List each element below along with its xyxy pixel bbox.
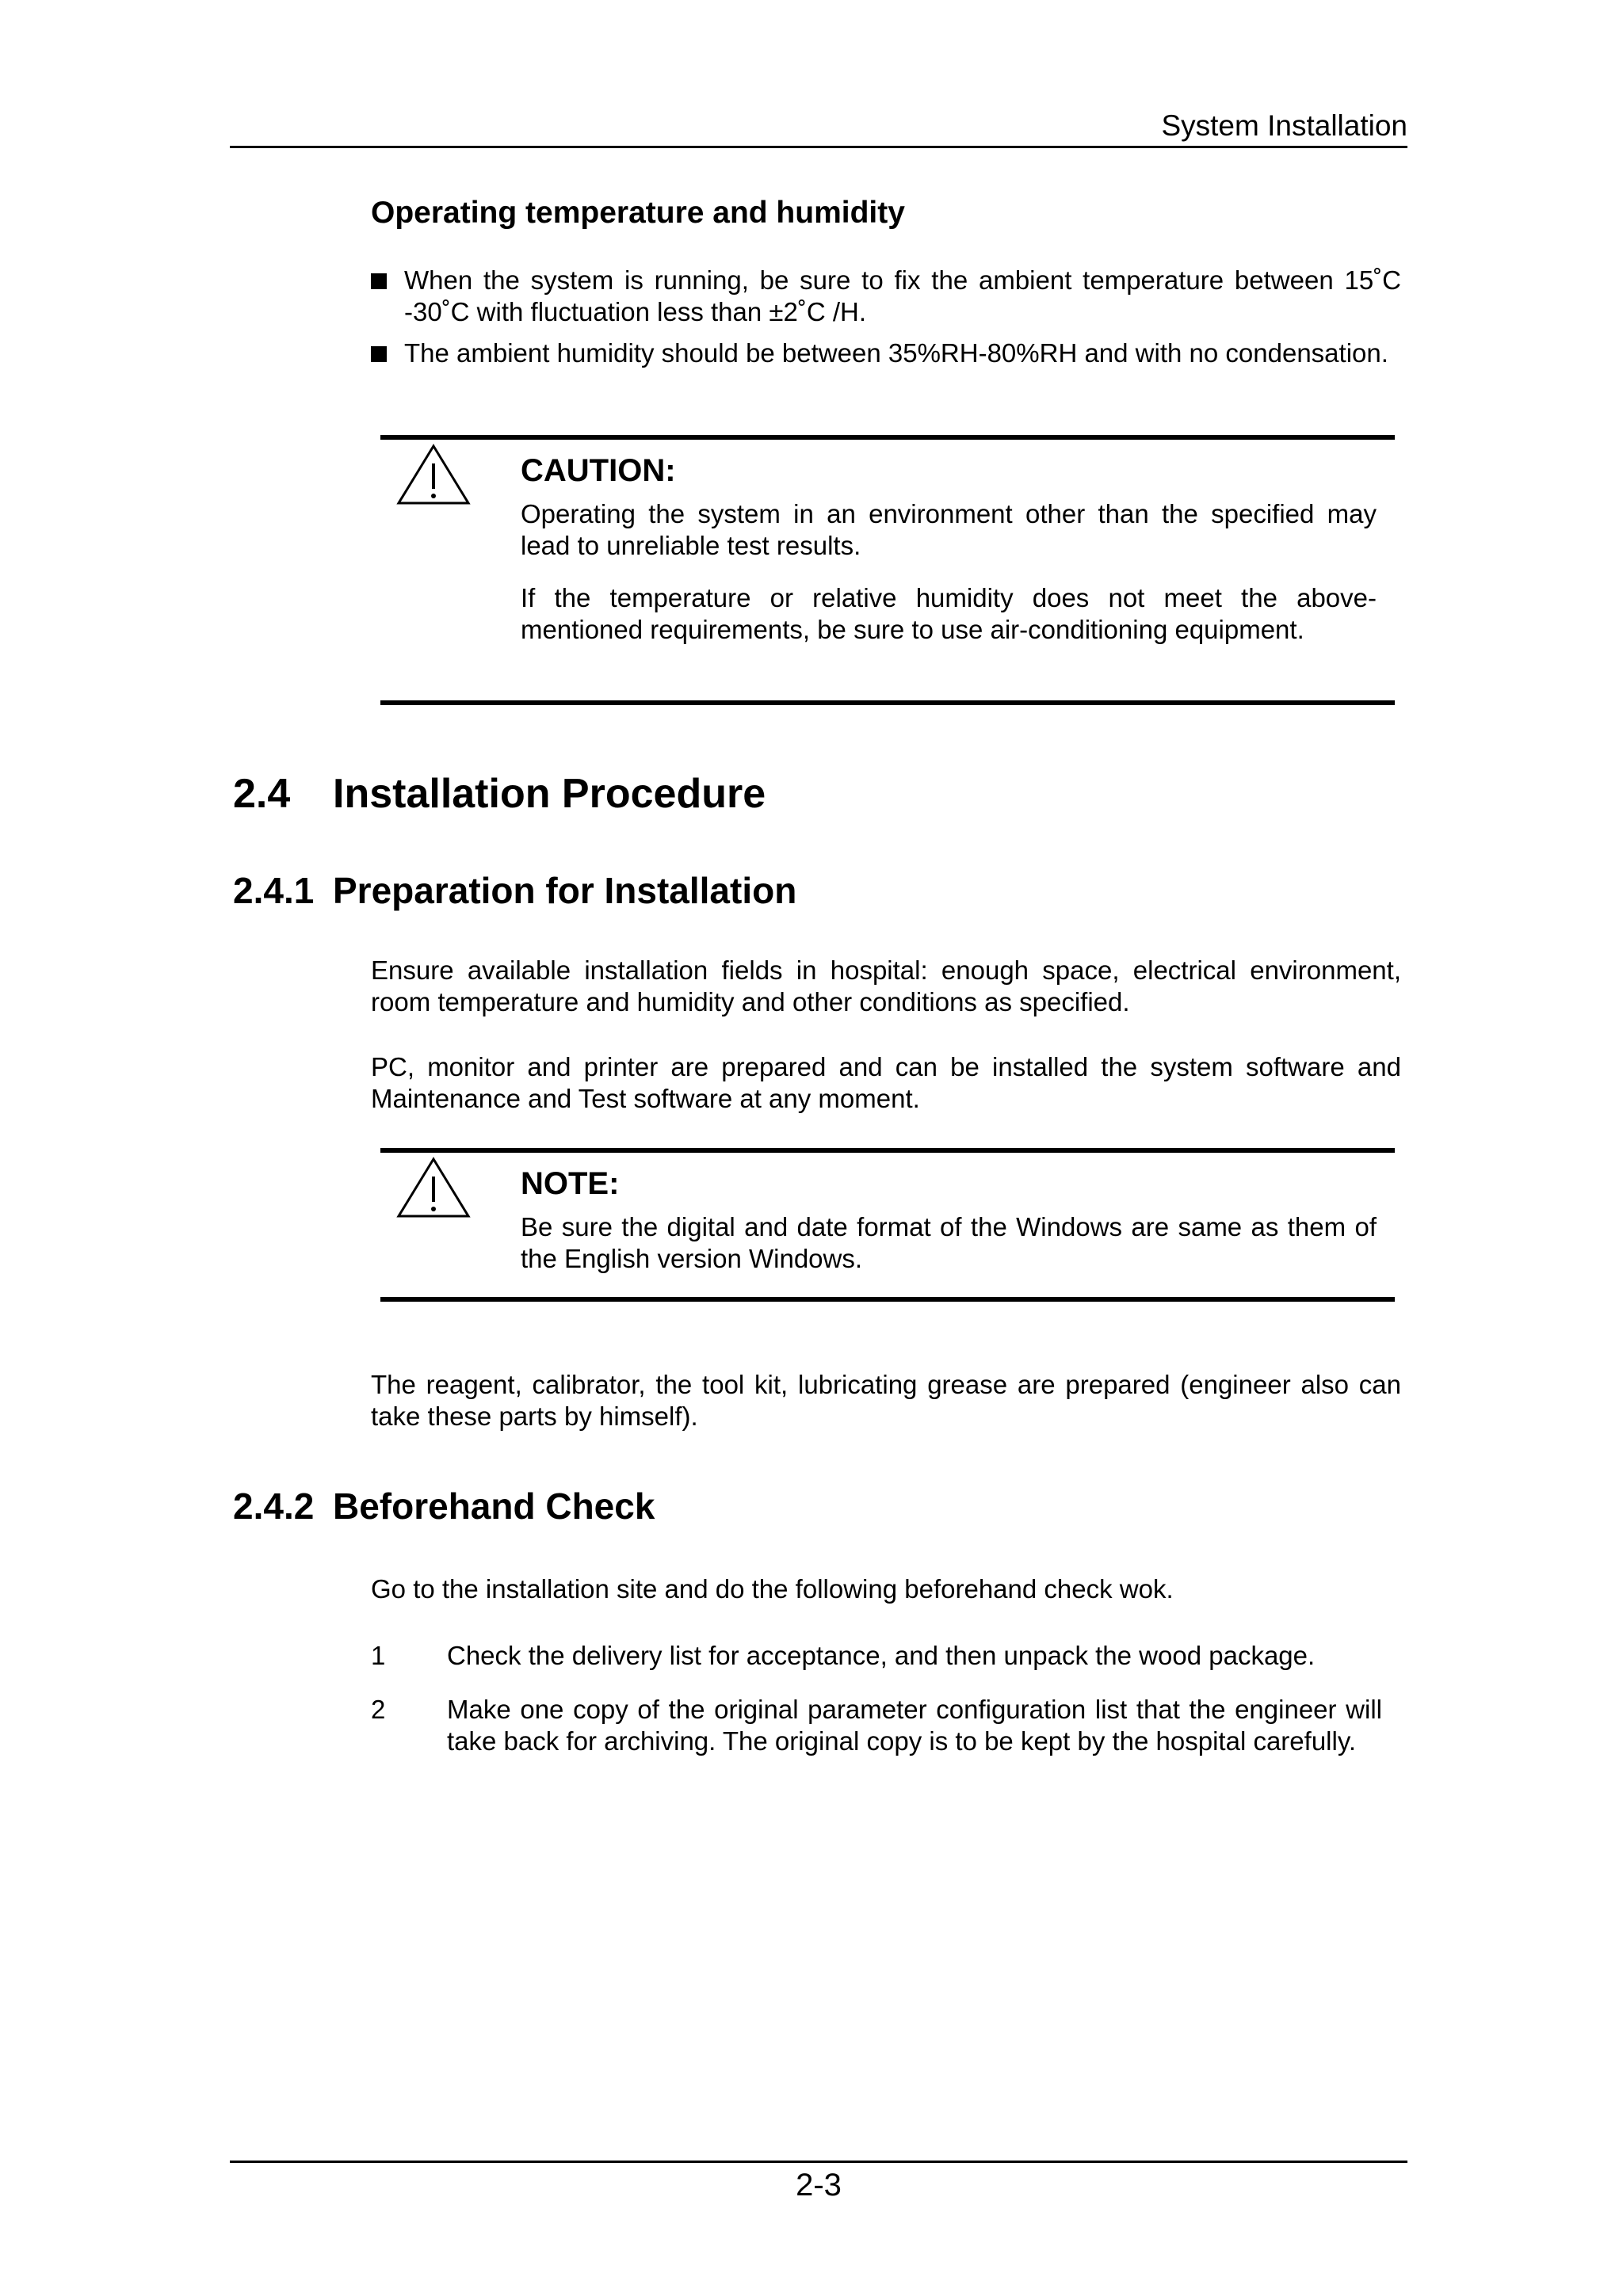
bullet-text: The ambient humidity should be between 35%RH-80%RH and with no condensation.	[404, 338, 1388, 368]
beforehand-steps	[371, 1640, 1382, 1779]
caution-bottom-rule	[380, 700, 1395, 705]
header-rule	[230, 146, 1407, 148]
bullet-item	[371, 265, 1401, 328]
section-number: 2.4.1	[233, 870, 315, 911]
step-number: 2	[371, 1695, 386, 1724]
caution-title: CAUTION:	[521, 453, 676, 488]
bullet-text: When the system is running, be sure to fix the ambient temperature between 15˚C -30˚C with fluctuation less than ±2˚C /H.	[404, 265, 1401, 326]
caution-paragraph: Operating the system in an environment other than the specified may lead to unreliable test results.	[521, 499, 1377, 560]
step-text: Check the delivery list for acceptance, and then unpack the wood package.	[447, 1641, 1316, 1670]
step-item	[371, 1640, 1382, 1672]
note-bottom-rule	[380, 1297, 1395, 1302]
section-number: 2.4.2	[233, 1486, 315, 1527]
temperature-humidity-bullets	[371, 265, 1401, 379]
section-title: Installation Procedure	[333, 771, 766, 817]
note-paragraph: Be sure the digital and date format of the Windows are same as them of the English version Windows.	[521, 1212, 1377, 1273]
warning-triangle-icon	[395, 1156, 472, 1219]
step-item	[371, 1694, 1382, 1757]
section-title: Beforehand Check	[333, 1486, 655, 1527]
caution-top-rule	[380, 435, 1395, 440]
section-2-4-heading	[233, 769, 766, 819]
caution-paragraph: If the temperature or relative humidity does not meet the above-mentioned requirements, be sure to use air-conditioning equipment.	[521, 583, 1377, 644]
square-bullet-icon	[371, 273, 387, 289]
preparation-paragraph: Ensure available installation fields in hospital: enough space, electrical environment, room temperature and humidity and other conditions as specified.	[371, 955, 1401, 1016]
preparation-paragraph: PC, monitor and printer are prepared and can be installed the system software and Maintenance and Test software at any moment.	[371, 1052, 1401, 1113]
step-number: 1	[371, 1641, 386, 1670]
step-text: Make one copy of the original parameter configuration list that the engineer will take back for archiving. The original copy is to be kept by the hospital carefully.	[447, 1695, 1382, 1756]
beforehand-intro: Go to the installation site and do the following beforehand check wok.	[371, 1574, 1174, 1604]
preparation-after-note: The reagent, calibrator, the tool kit, lubricating grease are prepared (engineer also can take these parts by himself).	[371, 1370, 1401, 1431]
section-title: Preparation for Installation	[333, 870, 797, 911]
note-title: NOTE:	[521, 1166, 620, 1201]
square-bullet-icon	[371, 346, 387, 362]
page-number: 2-3	[796, 2168, 842, 2203]
running-header: System Installation	[1161, 109, 1407, 142]
caution-body	[521, 498, 1377, 666]
bullet-item	[371, 338, 1401, 369]
note-body	[521, 1211, 1377, 1295]
footer-rule	[230, 2161, 1407, 2163]
temperature-humidity-heading: Operating temperature and humidity	[371, 196, 905, 230]
section-2-4-1-heading	[233, 868, 796, 913]
section-2-4-2-heading	[233, 1483, 655, 1529]
section-number: 2.4	[233, 771, 291, 817]
note-top-rule	[380, 1148, 1395, 1153]
warning-triangle-icon	[395, 443, 472, 506]
